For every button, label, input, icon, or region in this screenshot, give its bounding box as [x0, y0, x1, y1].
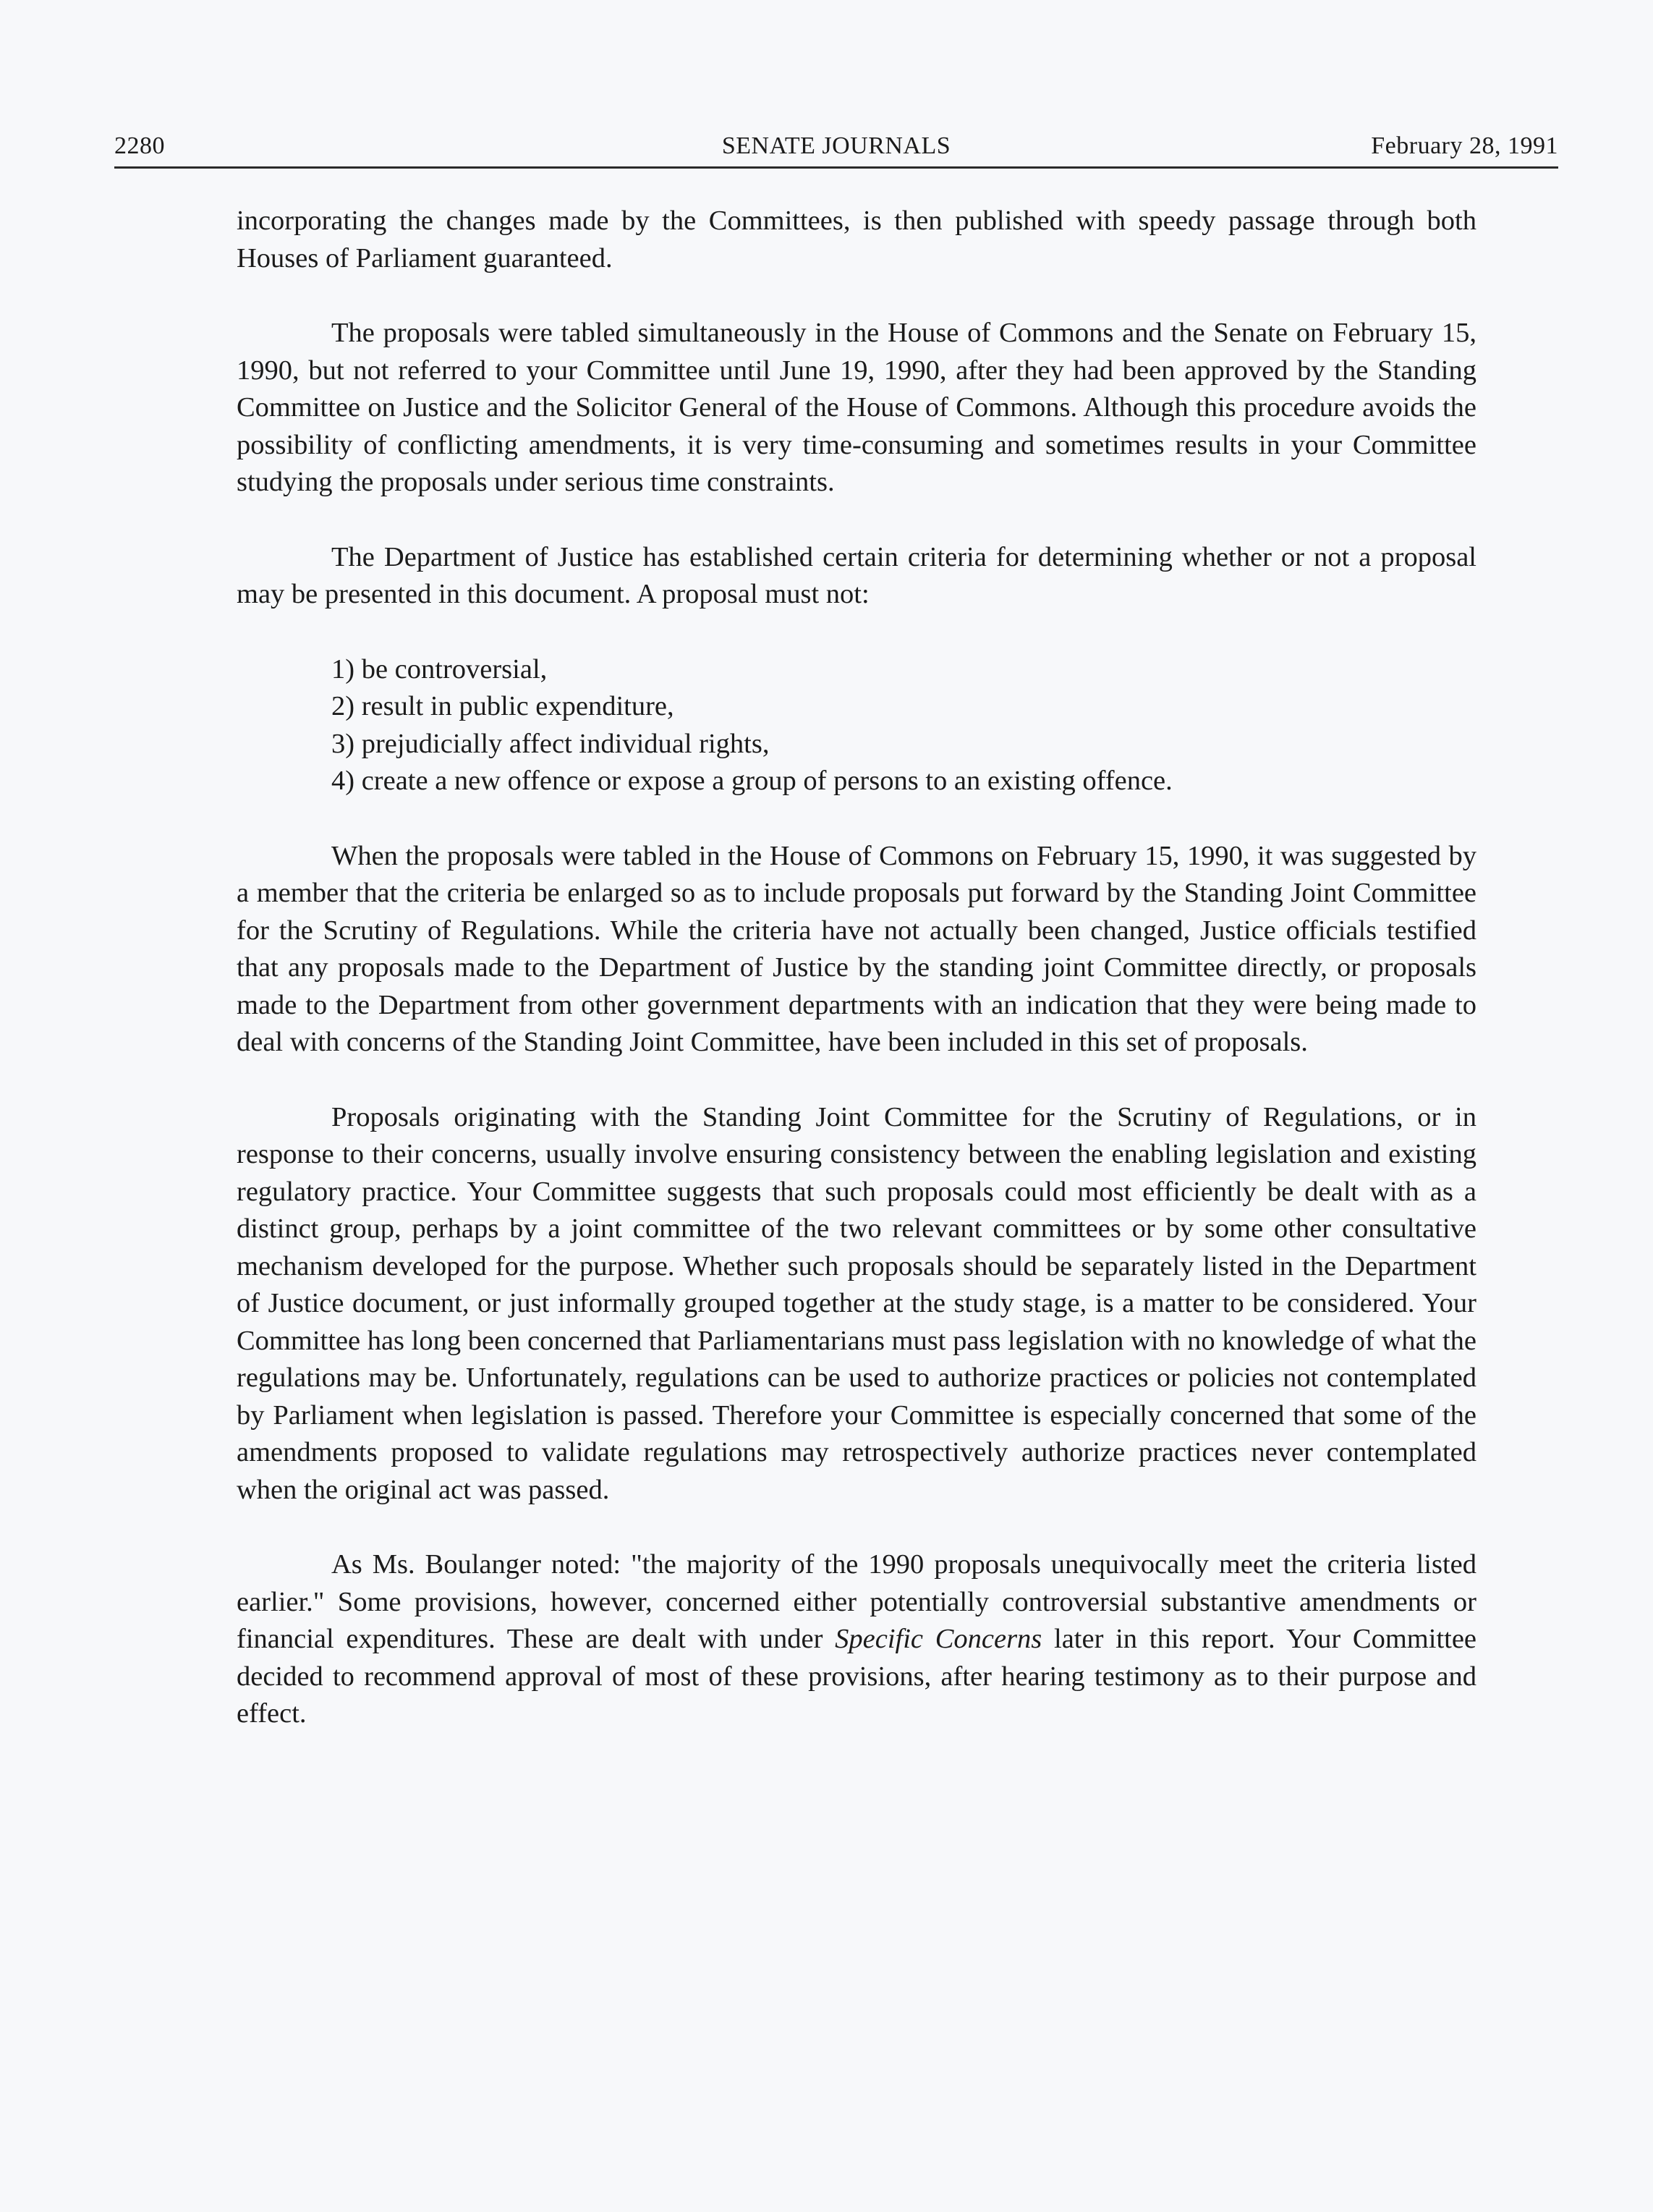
- page-body: [237, 203, 1476, 1771]
- paragraph-criteria-intro: The Department of Justice has established certain criteria for determining whether or not a proposal may be presented in this document. A proposal must not:: [237, 541, 1476, 609]
- page-number: 2280: [114, 132, 165, 159]
- criteria-item-3: 3) prejudicially affect individual rights,: [331, 728, 770, 759]
- paragraph-criteria-enlarged: When the proposals were tabled in the House of Commons on February 15, 1990, it was suggested by a member that the criteria be enlarged so as to include proposals put forward by the Standing Joint Committee for the Scrutiny of Regulations. While the criteria have not actually been changed, Justice officials testified that any proposals made to the Department of Justice by the standing joint Committee directly, or proposals made to the Department from other government departments with an indication that they were being made to deal with concerns of the Standing Joint Committee, have been included in this set of proposals.: [237, 840, 1476, 1057]
- paragraph-boulanger-text-2: later in this report. Your Committee decided to recommend approval of most of these provisions, after hearing testimony as to their purpose and effect.: [237, 1624, 1477, 1729]
- paragraph-continuation: incorporating the changes made by the Committees, is then published with speedy passage through both Houses of Parliament guaranteed.: [237, 205, 1476, 274]
- paragraph-scrutiny-proposals: Proposals originating with the Standing Joint Committee for the Scrutiny of Regulations, or in response to their concerns, usually involve ensuring consistency between the enabling legislation and existing regulatory practice. Your Committee suggests that such proposals could most efficiently be dealt with as a distinct group, perhaps by a joint committee of the two relevant committees or by some other consultative mechanism developed for the purpose. Whether such proposals should be separately listed in the Department of Justice document, or just informally grouped together at the study stage, is a matter to be considered. Your Committee has long been concerned that Parliamentarians must pass legislation with no knowledge of what the regulations may be. Unfortunately, regulations can be used to authorize practices or policies not contemplated by Parliament when legislation is passed. Therefore your Committee is especially concerned that some of the amendments proposed to validate regulations may retrospectively authorize practices never contemplated when the original act was passed.: [237, 1101, 1476, 1505]
- paragraph-tabling: The proposals were tabled simultaneously in the House of Commons and the Senate on February 15, 1990, but not referred to your Committee until June 19, 1990, after they had been approved by the Standing Committee on Justice and the Solicitor General of the House of Commons. Although this procedure avoids the possibility of conflicting amendments, it is very time-consuming and sometimes results in your Committee studying the proposals under serious time constraints.: [237, 318, 1476, 497]
- running-header: [114, 130, 1558, 169]
- paragraph-boulanger-text-1: As Ms. Boulanger noted: "the majority of the 1990 proposals unequivocally meet the criteria listed earlier." Some provisions, however, concerned either potentially controversial substantive amendments or financial expenditures. These are dealt with under: [237, 1549, 1476, 1654]
- journal-title: SENATE JOURNALS: [721, 132, 951, 159]
- criteria-item-2: 2) result in public expenditure,: [331, 691, 674, 721]
- criteria-item-1: 1) be controversial,: [331, 653, 548, 685]
- header-date: February 28, 1991: [1371, 132, 1558, 159]
- paragraph-boulanger: [237, 1546, 1476, 1733]
- specific-concerns-reference: Specific Concerns: [835, 1624, 1042, 1654]
- criteria-item-4: 4) create a new offence or expose a group of persons to an existing offence.: [331, 766, 1173, 796]
- criteria-list: [237, 651, 1476, 800]
